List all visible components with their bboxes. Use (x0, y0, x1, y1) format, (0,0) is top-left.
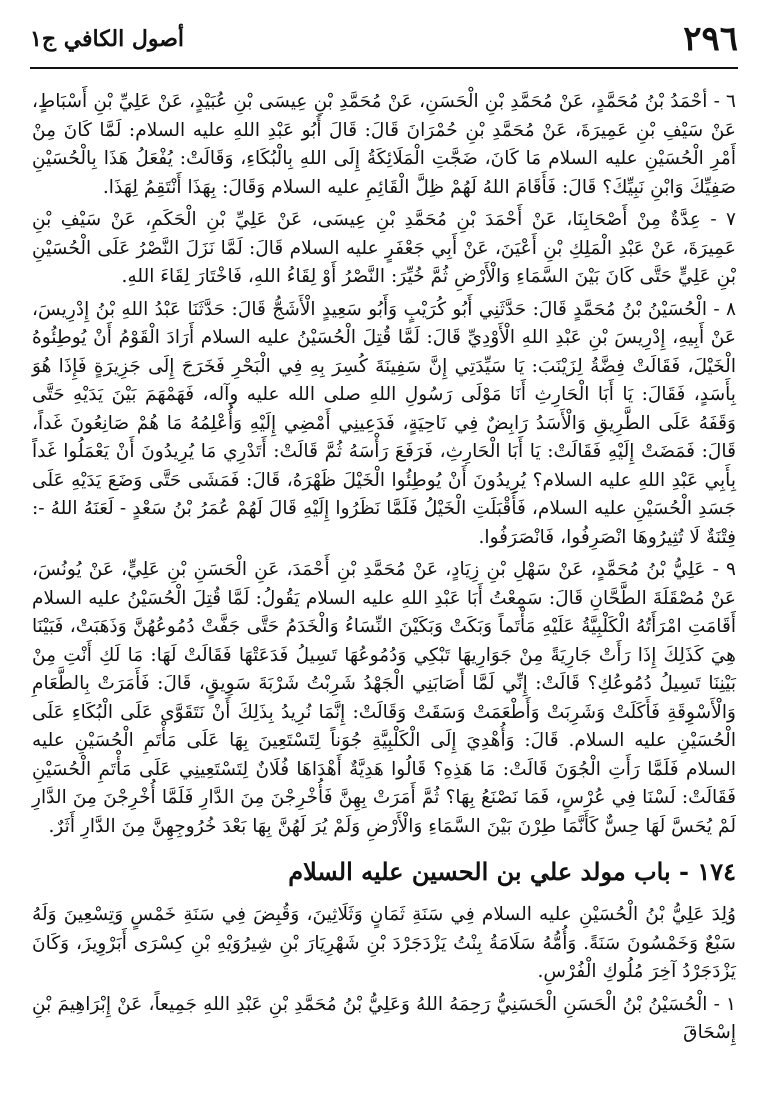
chapter-intro-paragraph: وُلِدَ عَلِيُّ بْنُ الْحُسَيْنِ عليه السلام فِي سَنَةِ ثَمَانٍ وَثَلَاثِينَ، وَقُبِضَ فِي سَنَةِ خَمْسٍ وَتِسْعِينَ وَلَهُ سَبْعٌ وَخَمْسُونَ سَنَةً. وَأُمُّهُ سَلَامَةُ بِنْتُ يَزْدَجَرْدَ بْنِ شَهْرِيَارَ بْنِ شِيرُوَيْهِ بْنِ كِسْرَى أَبَرْوِيزَ، وَكَانَ يَزْدَجَرْدُ آخِرَ مُلُوكِ الْفُرْسِ. (32, 904, 736, 982)
hadith-paragraph-1: ١ - الْحُسَيْنُ بْنُ الْحَسَنِ الْحَسَنِيُّ رَحِمَهُ اللهُ وَعَلِيُّ بْنُ مُحَمَّدِ بْنِ عَبْدِ اللهِ جَمِيعاً، عَنْ إِبْرَاهِيمَ بْنِ إِسْحَاقَ (32, 993, 736, 1043)
main-text (32, 88, 736, 1052)
hadith-paragraph-6: ٦ - أحْمَدُ بْنُ مُحَمَّدٍ، عَنْ مُحَمَّدِ بْنِ الْحَسَنِ، عَنْ مُحَمَّدِ بْنِ عِيسَى بْنِ عُبَيْدٍ، عَنْ عَلِيِّ بْنِ أَسْبَاطٍ، عَنْ سَيْفِ بْنِ عَمِيرَةَ، عَنْ مُحَمَّدِ بْنِ حُمْرَانَ قَالَ: قَالَ أَبُو عَبْدِ اللهِ عليه السلام: لَمَّا كَانَ مِنْ أَمْرِ الْحُسَيْنِ عليه السلام مَا كَانَ، ضَجَّتِ الْمَلَائِكَةُ إِلَى اللهِ بِالْبُكَاءِ، وَقَالَتْ: يُفْعَلُ هَذَا بِالْحُسَيْنِ صَفِيِّكَ وَابْنِ نَبِيِّكَ؟ قَالَ: فَأَقَامَ اللهُ لَهُمْ ظِلَّ الْقَائِمِ عليه السلام وَقَالَ: بِهَذَا أَنْتَقِمُ لِهَذَا. (32, 91, 736, 198)
header-divider (30, 67, 738, 69)
hadith-paragraph-7: ٧ - عِدَّةٌ مِنْ أَصْحَابِنَا، عَنْ أَحْمَدَ بْنِ مُحَمَّدِ بْنِ عِيسَى، عَنْ عَلِيِّ بْنِ الْحَكَمِ، عَنْ سَيْفِ بْنِ عَمِيرَةَ، عَنْ عَبْدِ الْمَلِكِ بْنِ أَعْيَنَ، عَنْ أَبِي جَعْفَرٍ عليه السلام قَالَ: لَمَّا نَزَلَ النَّصْرُ عَلَى الْحُسَيْنِ بْنِ عَلِيٍّ حَتَّى كَانَ بَيْنَ السَّمَاءِ وَالْأَرْضِ ثُمَّ خُيِّرَ: النَّصْرُ أَوْ لِقَاءُ اللهِ، فَاخْتَارَ لِقَاءَ اللهِ. (32, 209, 736, 287)
chapter-heading: ١٧٤ - باب مولد علي بن الحسين عليه السلام (288, 857, 736, 886)
hadith-paragraph-8: ٨ - الْحُسَيْنُ بْنُ مُحَمَّدٍ قَالَ: حَدَّثَنِي أَبُو كُرَيْبٍ وَأَبُو سَعِيدٍ الْأَشَجُّ قَالَ: حَدَّثَنَا عَبْدُ اللهِ بْنُ إِدْرِيسَ، عَنْ أَبِيهِ، إِدْرِيسَ بْنِ عَبْدِ اللهِ الْأَوْدِيِّ قَالَ: لَمَّا قُتِلَ الْحُسَيْنُ عليه السلام أَرَادَ الْقَوْمُ أَنْ يُوطِئُوهُ الْخَيْلَ، فَقَالَتْ فِضَّةُ لِزَيْنَبَ: يَا سَيِّدَتِي إِنَّ سَفِينَةَ كُسِرَ بِهِ فِي الْبَحْرِ فَخَرَجَ إِلَى جَزِيرَةٍ فَإِذَا هُوَ بِأَسَدٍ، فَقَالَ: يَا أَبَا الْحَارِثِ أَنَا مَوْلَى رَسُولِ اللهِ صلى الله عليه وآله، فَهَمْهَمَ بَيْنَ يَدَيْهِ حَتَّى وَقَفَهُ عَلَى الطَّرِيقِ وَالْأَسَدُ رَابِضٌ فِي نَاحِيَةٍ، فَدَعِينِي أَمْضِي إِلَيْهِ وَأُعْلِمُهُ مَا هُمْ صَانِعُونَ غَداً، قَالَ: فَمَضَتْ إِلَيْهِ فَقَالَتْ: يَا أَبَا الْحَارِثِ، فَرَفَعَ رَأْسَهُ ثُمَّ قَالَتْ: أَتَدْرِي مَا يُرِيدُونَ أَنْ يَعْمَلُوا غَداً بِأَبِي عَبْدِ اللهِ عليه السلام؟ يُرِيدُونَ أَنْ يُوطِئُوا الْخَيْلَ ظَهْرَهُ، قَالَ: فَمَشَى حَتَّى وَضَعَ يَدَيْهِ عَلَى جَسَدِ الْحُسَيْنِ عليه السلام، فَأَقْبَلَتِ الْخَيْلُ فَلَمَّا نَظَرُوا إِلَيْهِ قَالَ لَهُمْ عُمَرُ بْنُ سَعْدٍ - لَعَنَهُ اللهُ -: فِتْنَةٌ لَا تُثِيرُوهَا انْصَرِفُوا، فَانْصَرَفُوا. (32, 298, 736, 548)
page-number: ٢٩٦ (683, 19, 738, 59)
page-header (30, 14, 738, 64)
hadith-paragraph-9: ٩ - عَلِيُّ بْنُ مُحَمَّدٍ، عَنْ سَهْلِ بْنِ زِيَادٍ، عَنْ مُحَمَّدِ بْنِ أَحْمَدَ، عَنِ الْحَسَنِ بْنِ عَلِيٍّ، عَنْ يُونُسَ، عَنْ مُصْقَلَةَ الطَّحَّانِ قَالَ: سَمِعْتُ أَبَا عَبْدِ اللهِ عليه السلام يَقُولُ: لَمَّا قُتِلَ الْحُسَيْنُ عليه السلام أَقَامَتِ امْرَأَتُهُ الْكَلْبِيَّةُ عَلَيْهِ مَأْتَماً وَبَكَتْ وَبَكَيْنَ النِّسَاءُ وَالْخَدَمُ حَتَّى جَفَّتْ دُمُوعُهُنَّ وَذَهَبَتْ، فَبَيْنَا هِيَ كَذَلِكَ إِذَا رَأَتْ جَارِيَةً مِنْ جَوَارِيهَا تَبْكِي وَدُمُوعُهَا تَسِيلُ فَدَعَتْهَا فَقَالَتْ لَهَا: مَا لَكِ أَنْتِ مِنْ بَيْنِنَا تَسِيلُ دُمُوعُكِ؟ قَالَتْ: إِنِّي لَمَّا أَصَابَنِي الْجَهْدُ شَرِبْتُ شَرْبَةَ سَوِيقٍ، قَالَ: فَأَمَرَتْ بِالطَّعَامِ وَالْأَسْوِقَةِ فَأَكَلَتْ وَشَرِبَتْ وَأَطْعَمَتْ وَسَقَتْ وَقَالَتْ: إِنَّمَا نُرِيدُ بِذَلِكَ أَنْ نَتَقَوَّى عَلَى الْبُكَاءِ عَلَى الْحُسَيْنِ عليه السلام. قَالَ: وَأُهْدِيَ إِلَى الْكَلْبِيَّةِ جُوَناً لِتَسْتَعِينَ بِهَا عَلَى مَأْتَمِ الْحُسَيْنِ عليه السلام فَلَمَّا رَأَتِ الْجُوَنَ قَالَتْ: مَا هَذِهِ؟ قَالُوا هَدِيَّةٌ أَهْدَاهَا فُلَانٌ لِتَسْتَعِينِي عَلَى مَأْتَمِ الْحُسَيْنِ فَقَالَتْ: لَسْنَا فِي عُرْسٍ، فَمَا نَصْنَعُ بِهَا؟ ثُمَّ أَمَرَتْ بِهِنَّ فَأُخْرِجْنَ مِنَ الدَّارِ فَلَمَّا أُخْرِجْنَ مِنَ الدَّارِ لَمْ يُحَسَّ لَهَا حِسٌّ كَأَنَّمَا طِرْنَ بَيْنَ السَّمَاءِ وَالْأَرْضِ وَلَمْ يُرَ لَهُنَّ بِهَا بَعْدَ خُرُوجِهِنَّ مِنَ الدَّارِ أَثَرٌ. (32, 559, 736, 837)
running-title: أصول الكافي ج١ (30, 26, 185, 52)
